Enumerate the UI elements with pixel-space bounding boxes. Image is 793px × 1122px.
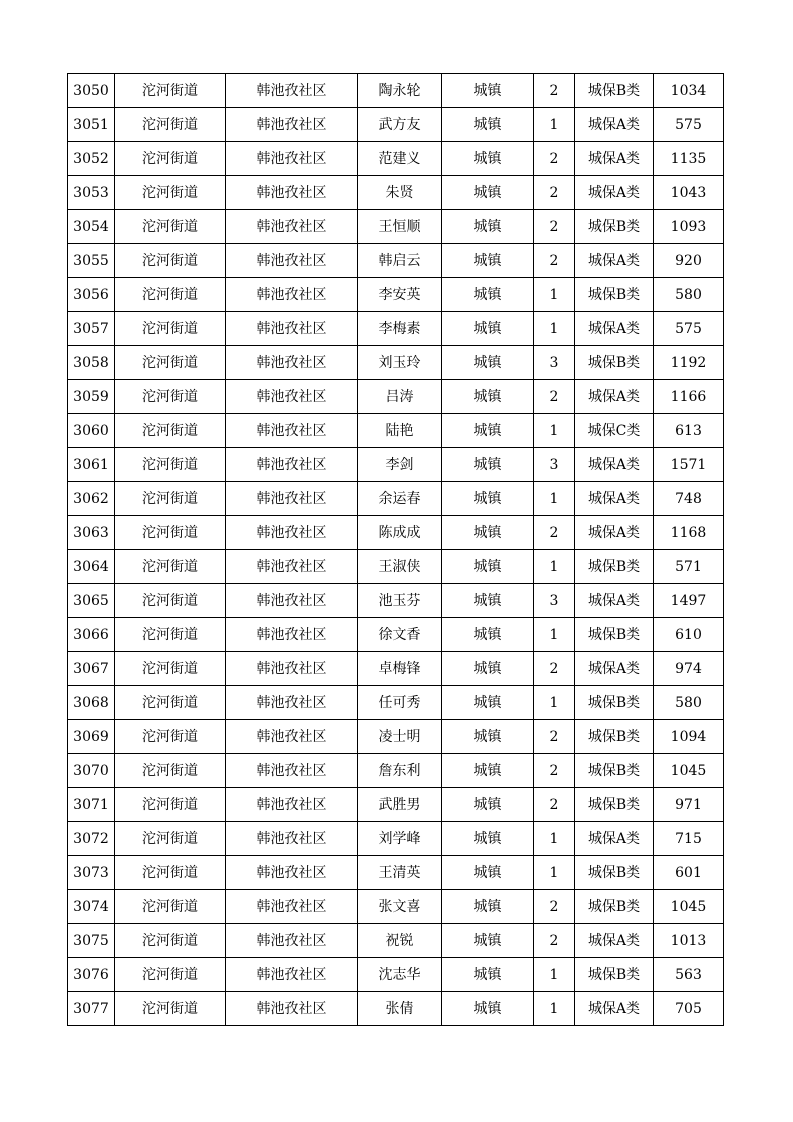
cell-person-name: 卓梅锋	[358, 652, 442, 686]
table-row	[68, 584, 724, 618]
cell-person-name: 祝锐	[358, 924, 442, 958]
cell-person-name: 张文喜	[358, 890, 442, 924]
cell-person-name: 陶永轮	[358, 74, 442, 108]
cell-area-type: 城镇	[442, 720, 534, 754]
cell-serial-number: 3068	[68, 686, 115, 720]
cell-household-size: 2	[534, 210, 575, 244]
cell-community: 韩池孜社区	[226, 108, 358, 142]
cell-amount: 1043	[654, 176, 724, 210]
table-row	[68, 210, 724, 244]
cell-street: 沱河街道	[115, 822, 226, 856]
cell-street: 沱河街道	[115, 142, 226, 176]
cell-amount: 563	[654, 958, 724, 992]
cell-amount: 580	[654, 686, 724, 720]
cell-person-name: 余运春	[358, 482, 442, 516]
cell-area-type: 城镇	[442, 618, 534, 652]
cell-benefit-category: 城保A类	[575, 312, 654, 346]
cell-benefit-category: 城保A类	[575, 482, 654, 516]
cell-area-type: 城镇	[442, 142, 534, 176]
cell-serial-number: 3060	[68, 414, 115, 448]
cell-person-name: 池玉芬	[358, 584, 442, 618]
cell-community: 韩池孜社区	[226, 448, 358, 482]
cell-area-type: 城镇	[442, 346, 534, 380]
table-row	[68, 108, 724, 142]
table-row	[68, 380, 724, 414]
cell-street: 沱河街道	[115, 788, 226, 822]
cell-serial-number: 3053	[68, 176, 115, 210]
cell-street: 沱河街道	[115, 890, 226, 924]
cell-area-type: 城镇	[442, 652, 534, 686]
cell-household-size: 2	[534, 516, 575, 550]
cell-amount: 1094	[654, 720, 724, 754]
cell-serial-number: 3075	[68, 924, 115, 958]
table-row	[68, 74, 724, 108]
cell-street: 沱河街道	[115, 550, 226, 584]
cell-amount: 571	[654, 550, 724, 584]
table-row	[68, 890, 724, 924]
cell-household-size: 1	[534, 992, 575, 1026]
cell-person-name: 李剑	[358, 448, 442, 482]
cell-serial-number: 3050	[68, 74, 115, 108]
cell-benefit-category: 城保A类	[575, 448, 654, 482]
cell-household-size: 1	[534, 312, 575, 346]
cell-person-name: 吕涛	[358, 380, 442, 414]
cell-household-size: 2	[534, 176, 575, 210]
cell-serial-number: 3069	[68, 720, 115, 754]
cell-benefit-category: 城保B类	[575, 720, 654, 754]
cell-street: 沱河街道	[115, 584, 226, 618]
cell-benefit-category: 城保B类	[575, 210, 654, 244]
cell-household-size: 1	[534, 618, 575, 652]
cell-person-name: 李梅素	[358, 312, 442, 346]
cell-street: 沱河街道	[115, 312, 226, 346]
cell-amount: 613	[654, 414, 724, 448]
table-row	[68, 550, 724, 584]
cell-household-size: 1	[534, 550, 575, 584]
cell-benefit-category: 城保B类	[575, 788, 654, 822]
table-row	[68, 346, 724, 380]
cell-amount: 1034	[654, 74, 724, 108]
cell-street: 沱河街道	[115, 652, 226, 686]
cell-area-type: 城镇	[442, 516, 534, 550]
table-row	[68, 516, 724, 550]
cell-amount: 1045	[654, 754, 724, 788]
cell-community: 韩池孜社区	[226, 788, 358, 822]
cell-area-type: 城镇	[442, 312, 534, 346]
cell-serial-number: 3056	[68, 278, 115, 312]
cell-benefit-category: 城保A类	[575, 108, 654, 142]
cell-household-size: 2	[534, 924, 575, 958]
cell-area-type: 城镇	[442, 482, 534, 516]
cell-community: 韩池孜社区	[226, 380, 358, 414]
cell-community: 韩池孜社区	[226, 584, 358, 618]
cell-area-type: 城镇	[442, 550, 534, 584]
cell-benefit-category: 城保A类	[575, 992, 654, 1026]
cell-area-type: 城镇	[442, 448, 534, 482]
table-row	[68, 754, 724, 788]
cell-street: 沱河街道	[115, 720, 226, 754]
cell-street: 沱河街道	[115, 992, 226, 1026]
cell-household-size: 3	[534, 448, 575, 482]
cell-area-type: 城镇	[442, 958, 534, 992]
cell-area-type: 城镇	[442, 822, 534, 856]
cell-household-size: 1	[534, 278, 575, 312]
cell-benefit-category: 城保B类	[575, 890, 654, 924]
table-row	[68, 482, 724, 516]
cell-benefit-category: 城保B类	[575, 958, 654, 992]
cell-street: 沱河街道	[115, 618, 226, 652]
cell-household-size: 3	[534, 584, 575, 618]
cell-serial-number: 3076	[68, 958, 115, 992]
cell-household-size: 2	[534, 652, 575, 686]
cell-benefit-category: 城保B类	[575, 550, 654, 584]
cell-community: 韩池孜社区	[226, 924, 358, 958]
cell-amount: 575	[654, 108, 724, 142]
cell-community: 韩池孜社区	[226, 652, 358, 686]
cell-serial-number: 3051	[68, 108, 115, 142]
cell-street: 沱河街道	[115, 686, 226, 720]
cell-community: 韩池孜社区	[226, 754, 358, 788]
cell-area-type: 城镇	[442, 244, 534, 278]
cell-household-size: 2	[534, 380, 575, 414]
cell-amount: 580	[654, 278, 724, 312]
cell-serial-number: 3066	[68, 618, 115, 652]
cell-amount: 1571	[654, 448, 724, 482]
cell-amount: 1045	[654, 890, 724, 924]
cell-benefit-category: 城保B类	[575, 74, 654, 108]
cell-person-name: 陆艳	[358, 414, 442, 448]
cell-community: 韩池孜社区	[226, 822, 358, 856]
cell-street: 沱河街道	[115, 380, 226, 414]
cell-area-type: 城镇	[442, 856, 534, 890]
cell-community: 韩池孜社区	[226, 516, 358, 550]
cell-household-size: 2	[534, 74, 575, 108]
cell-community: 韩池孜社区	[226, 312, 358, 346]
cell-benefit-category: 城保B类	[575, 278, 654, 312]
cell-street: 沱河街道	[115, 108, 226, 142]
cell-person-name: 刘学峰	[358, 822, 442, 856]
cell-person-name: 沈志华	[358, 958, 442, 992]
cell-household-size: 1	[534, 482, 575, 516]
cell-community: 韩池孜社区	[226, 482, 358, 516]
cell-benefit-category: 城保A类	[575, 380, 654, 414]
cell-street: 沱河街道	[115, 278, 226, 312]
cell-benefit-category: 城保A类	[575, 176, 654, 210]
cell-benefit-category: 城保A类	[575, 822, 654, 856]
cell-person-name: 刘玉玲	[358, 346, 442, 380]
cell-household-size: 2	[534, 754, 575, 788]
cell-street: 沱河街道	[115, 754, 226, 788]
cell-serial-number: 3070	[68, 754, 115, 788]
cell-amount: 920	[654, 244, 724, 278]
cell-street: 沱河街道	[115, 414, 226, 448]
cell-amount: 705	[654, 992, 724, 1026]
cell-street: 沱河街道	[115, 346, 226, 380]
cell-serial-number: 3054	[68, 210, 115, 244]
cell-amount: 715	[654, 822, 724, 856]
cell-benefit-category: 城保B类	[575, 346, 654, 380]
table-row	[68, 448, 724, 482]
table-row	[68, 244, 724, 278]
table-row	[68, 652, 724, 686]
cell-community: 韩池孜社区	[226, 210, 358, 244]
cell-amount: 1192	[654, 346, 724, 380]
cell-community: 韩池孜社区	[226, 550, 358, 584]
cell-community: 韩池孜社区	[226, 414, 358, 448]
table-row	[68, 618, 724, 652]
cell-area-type: 城镇	[442, 584, 534, 618]
cell-community: 韩池孜社区	[226, 74, 358, 108]
cell-area-type: 城镇	[442, 380, 534, 414]
cell-benefit-category: 城保A类	[575, 244, 654, 278]
cell-area-type: 城镇	[442, 176, 534, 210]
cell-person-name: 韩启云	[358, 244, 442, 278]
table-row	[68, 142, 724, 176]
table-row	[68, 822, 724, 856]
cell-household-size: 2	[534, 788, 575, 822]
cell-amount: 610	[654, 618, 724, 652]
cell-area-type: 城镇	[442, 754, 534, 788]
cell-amount: 748	[654, 482, 724, 516]
cell-benefit-category: 城保A类	[575, 142, 654, 176]
cell-person-name: 詹东利	[358, 754, 442, 788]
cell-serial-number: 3072	[68, 822, 115, 856]
cell-serial-number: 3065	[68, 584, 115, 618]
table-row	[68, 312, 724, 346]
cell-community: 韩池孜社区	[226, 278, 358, 312]
cell-amount: 974	[654, 652, 724, 686]
cell-person-name: 陈成成	[358, 516, 442, 550]
cell-serial-number: 3052	[68, 142, 115, 176]
cell-street: 沱河街道	[115, 856, 226, 890]
table-row	[68, 414, 724, 448]
cell-community: 韩池孜社区	[226, 720, 358, 754]
cell-area-type: 城镇	[442, 74, 534, 108]
cell-community: 韩池孜社区	[226, 958, 358, 992]
cell-street: 沱河街道	[115, 74, 226, 108]
table-row	[68, 686, 724, 720]
cell-community: 韩池孜社区	[226, 686, 358, 720]
cell-amount: 575	[654, 312, 724, 346]
cell-area-type: 城镇	[442, 924, 534, 958]
table-row	[68, 278, 724, 312]
cell-community: 韩池孜社区	[226, 176, 358, 210]
cell-person-name: 王清英	[358, 856, 442, 890]
cell-community: 韩池孜社区	[226, 618, 358, 652]
cell-street: 沱河街道	[115, 924, 226, 958]
cell-amount: 1013	[654, 924, 724, 958]
cell-serial-number: 3058	[68, 346, 115, 380]
roster-table	[67, 73, 724, 1026]
cell-person-name: 武胜男	[358, 788, 442, 822]
cell-household-size: 2	[534, 720, 575, 754]
cell-area-type: 城镇	[442, 278, 534, 312]
cell-serial-number: 3067	[68, 652, 115, 686]
cell-amount: 1166	[654, 380, 724, 414]
cell-person-name: 徐文香	[358, 618, 442, 652]
cell-person-name: 任可秀	[358, 686, 442, 720]
cell-serial-number: 3055	[68, 244, 115, 278]
cell-household-size: 2	[534, 142, 575, 176]
cell-person-name: 张倩	[358, 992, 442, 1026]
cell-household-size: 1	[534, 108, 575, 142]
cell-community: 韩池孜社区	[226, 142, 358, 176]
cell-street: 沱河街道	[115, 516, 226, 550]
cell-amount: 1135	[654, 142, 724, 176]
cell-household-size: 3	[534, 346, 575, 380]
table-row	[68, 856, 724, 890]
cell-person-name: 凌士明	[358, 720, 442, 754]
cell-person-name: 王恒顺	[358, 210, 442, 244]
cell-area-type: 城镇	[442, 890, 534, 924]
cell-person-name: 范建义	[358, 142, 442, 176]
cell-household-size: 1	[534, 856, 575, 890]
cell-person-name: 李安英	[358, 278, 442, 312]
table-row	[68, 788, 724, 822]
cell-street: 沱河街道	[115, 244, 226, 278]
cell-person-name: 武方友	[358, 108, 442, 142]
cell-street: 沱河街道	[115, 448, 226, 482]
cell-serial-number: 3059	[68, 380, 115, 414]
cell-area-type: 城镇	[442, 108, 534, 142]
cell-benefit-category: 城保B类	[575, 686, 654, 720]
table-row	[68, 176, 724, 210]
cell-household-size: 2	[534, 890, 575, 924]
cell-area-type: 城镇	[442, 788, 534, 822]
table-row	[68, 924, 724, 958]
cell-serial-number: 3062	[68, 482, 115, 516]
cell-serial-number: 3077	[68, 992, 115, 1026]
cell-amount: 1093	[654, 210, 724, 244]
cell-serial-number: 3073	[68, 856, 115, 890]
cell-area-type: 城镇	[442, 992, 534, 1026]
cell-household-size: 1	[534, 958, 575, 992]
cell-community: 韩池孜社区	[226, 856, 358, 890]
cell-amount: 601	[654, 856, 724, 890]
cell-serial-number: 3074	[68, 890, 115, 924]
cell-household-size: 1	[534, 686, 575, 720]
cell-serial-number: 3063	[68, 516, 115, 550]
cell-community: 韩池孜社区	[226, 992, 358, 1026]
cell-street: 沱河街道	[115, 958, 226, 992]
cell-benefit-category: 城保A类	[575, 924, 654, 958]
table-row	[68, 720, 724, 754]
cell-street: 沱河街道	[115, 210, 226, 244]
cell-benefit-category: 城保B类	[575, 618, 654, 652]
cell-person-name: 王淑侠	[358, 550, 442, 584]
cell-benefit-category: 城保A类	[575, 584, 654, 618]
cell-amount: 971	[654, 788, 724, 822]
cell-community: 韩池孜社区	[226, 890, 358, 924]
cell-household-size: 1	[534, 822, 575, 856]
cell-amount: 1497	[654, 584, 724, 618]
cell-street: 沱河街道	[115, 482, 226, 516]
cell-household-size: 1	[534, 414, 575, 448]
cell-benefit-category: 城保B类	[575, 754, 654, 788]
cell-area-type: 城镇	[442, 210, 534, 244]
cell-street: 沱河街道	[115, 176, 226, 210]
cell-benefit-category: 城保A类	[575, 652, 654, 686]
cell-serial-number: 3061	[68, 448, 115, 482]
cell-amount: 1168	[654, 516, 724, 550]
table-row	[68, 958, 724, 992]
cell-serial-number: 3064	[68, 550, 115, 584]
cell-community: 韩池孜社区	[226, 244, 358, 278]
cell-benefit-category: 城保A类	[575, 516, 654, 550]
cell-serial-number: 3071	[68, 788, 115, 822]
cell-person-name: 朱贤	[358, 176, 442, 210]
cell-benefit-category: 城保C类	[575, 414, 654, 448]
cell-serial-number: 3057	[68, 312, 115, 346]
cell-area-type: 城镇	[442, 686, 534, 720]
table-row	[68, 992, 724, 1026]
cell-community: 韩池孜社区	[226, 346, 358, 380]
roster-body	[68, 74, 724, 1026]
cell-household-size: 2	[534, 244, 575, 278]
cell-area-type: 城镇	[442, 414, 534, 448]
cell-benefit-category: 城保B类	[575, 856, 654, 890]
